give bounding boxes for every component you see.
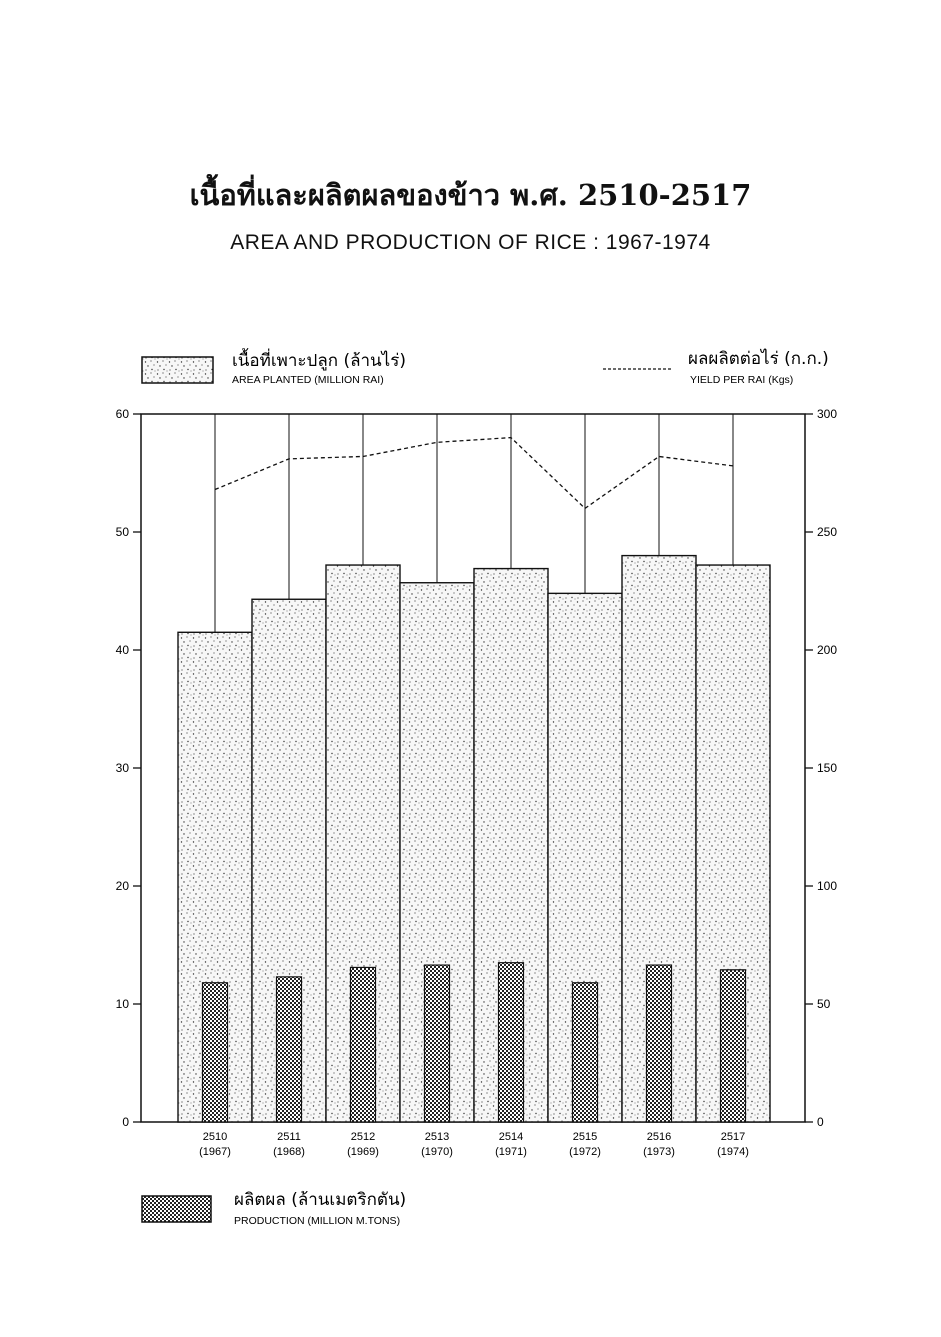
right-axis-tick-label: 100	[817, 879, 838, 893]
legend-area-label-thai: เนื้อที่เพาะปลูก (ล้านไร่)	[232, 351, 406, 371]
category-label-thai-year: 2514	[498, 1131, 524, 1143]
production-bar	[277, 977, 302, 1122]
right-axis-tick-label: 300	[817, 407, 838, 421]
category-label-thai-year: 2517	[720, 1131, 746, 1143]
legend-production-swatch	[142, 1196, 211, 1222]
production-bar	[425, 965, 450, 1122]
left-axis-tick-label: 40	[115, 643, 129, 657]
chart-title-english: AREA AND PRODUCTION OF RICE : 1967-1974	[230, 231, 711, 254]
left-axis-tick-label: 10	[115, 997, 129, 1011]
category-label-year: (1968)	[273, 1146, 305, 1158]
category-label-year: (1973)	[643, 1146, 675, 1158]
production-bar	[203, 983, 228, 1122]
left-axis-tick-label: 20	[115, 879, 129, 893]
production-bar	[573, 983, 598, 1122]
category-label-year: (1969)	[347, 1146, 379, 1158]
category-label-thai-year: 2512	[350, 1131, 376, 1143]
legend-yield-label-english: YIELD PER RAI (Kgs)	[690, 374, 794, 386]
category-label-thai-year: 2515	[572, 1131, 598, 1143]
category-label-thai-year: 2516	[646, 1131, 672, 1143]
legend-production-label-english: PRODUCTION (MILLION M.TONS)	[234, 1215, 401, 1227]
left-axis-tick-label: 30	[115, 761, 129, 775]
category-label-thai-year: 2513	[424, 1131, 450, 1143]
right-axis-tick-label: 150	[817, 761, 838, 775]
production-bar	[499, 963, 524, 1122]
right-axis-tick-label: 250	[817, 525, 838, 539]
category-label-year: (1967)	[199, 1146, 231, 1158]
category-label-year: (1970)	[421, 1146, 453, 1158]
yield-per-rai-line	[215, 438, 733, 509]
left-axis-tick-label: 0	[122, 1115, 129, 1129]
category-label-year: (1972)	[569, 1146, 601, 1158]
right-axis-tick-label: 200	[817, 643, 838, 657]
right-axis-tick-label: 50	[817, 997, 831, 1011]
category-label-year: (1974)	[717, 1146, 749, 1158]
left-axis-tick-label: 50	[115, 525, 129, 539]
legend-yield-label-thai: ผลผลิตต่อไร่ (ก.ก.)	[688, 349, 829, 369]
legend-production-label-thai: ผลิตผล (ล้านเมตริกตัน)	[234, 1190, 407, 1210]
chart-title-thai: เนื้อที่และผลิตผลของข้าว พ.ศ. 2510-2517	[189, 178, 752, 212]
left-axis-tick-label: 60	[115, 407, 129, 421]
production-bar	[721, 970, 746, 1122]
production-bar	[351, 967, 376, 1122]
production-bar	[647, 965, 672, 1122]
legend-area-swatch	[142, 357, 213, 383]
category-label-year: (1971)	[495, 1146, 527, 1158]
category-label-thai-year: 2511	[277, 1131, 301, 1143]
right-axis-tick-label: 0	[817, 1115, 824, 1129]
category-label-thai-year: 2510	[202, 1131, 228, 1143]
legend-area-label-english: AREA PLANTED (MILLION RAI)	[232, 374, 384, 386]
